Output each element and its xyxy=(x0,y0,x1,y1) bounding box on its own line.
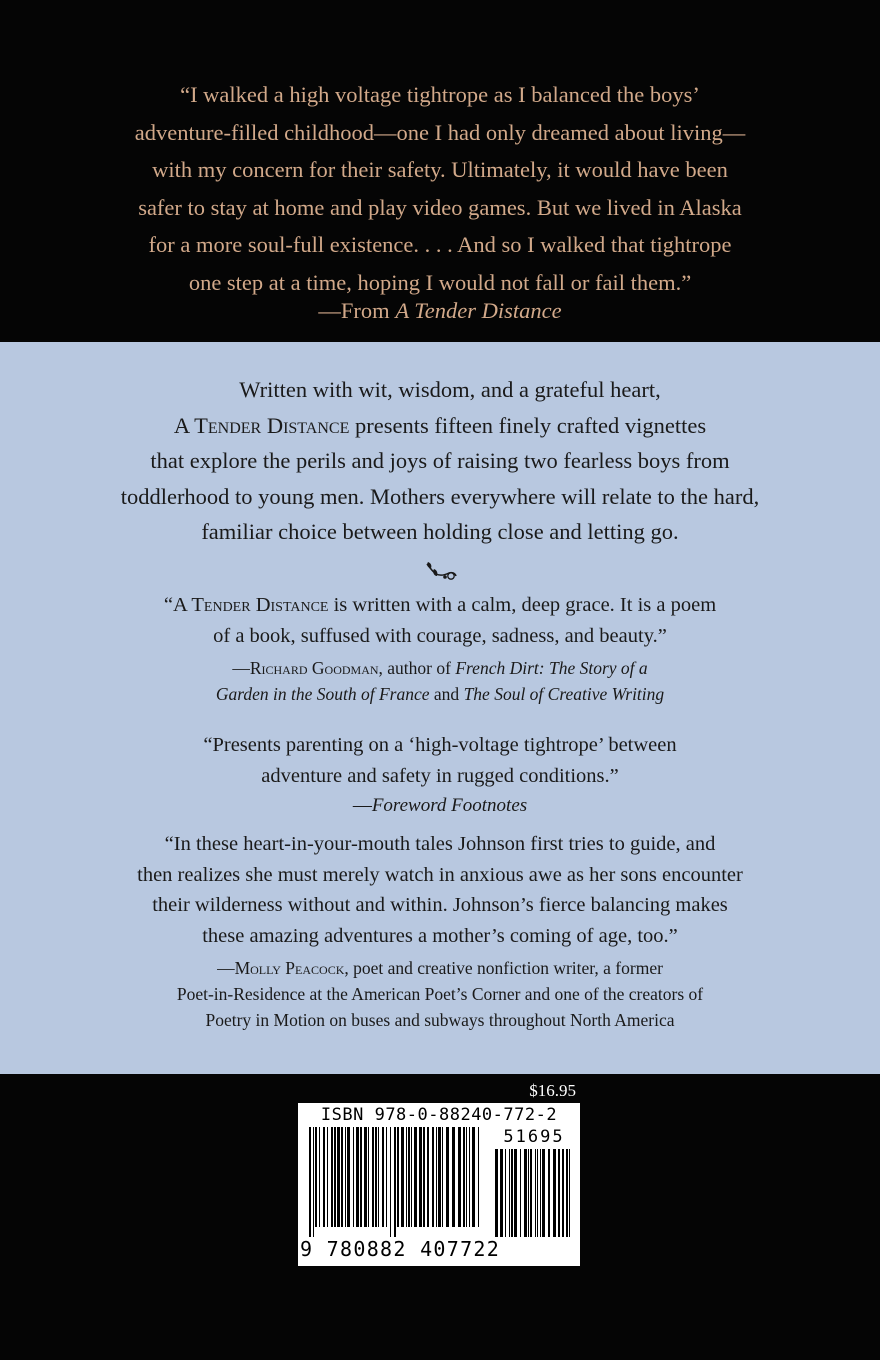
excerpt-line: safer to stay at home and play video games. But we lived in Alaska xyxy=(138,194,742,220)
review-attribution xyxy=(30,793,850,819)
barcode-bar xyxy=(423,1127,425,1227)
barcode-bar xyxy=(319,1127,320,1227)
barcode-bar xyxy=(569,1149,570,1237)
barcode-bar xyxy=(542,1149,545,1237)
attribution-line xyxy=(30,955,850,981)
excerpt-line: “I walked a high voltage tightrope as I balanced the boys’ xyxy=(180,82,700,107)
barcode-bar xyxy=(558,1149,560,1237)
barcode-bar xyxy=(427,1127,429,1227)
barcode-bar xyxy=(327,1127,328,1227)
attribution-line xyxy=(30,681,850,707)
barcode-bar xyxy=(368,1127,369,1227)
review-attribution xyxy=(30,955,850,1033)
barcode-bar xyxy=(341,1127,343,1227)
barcode-bar xyxy=(540,1149,541,1237)
barcode-bar xyxy=(530,1149,532,1237)
excerpt-attribution-title: A Tender Distance xyxy=(395,298,562,323)
barcode-bar xyxy=(364,1127,367,1227)
excerpt-line: one step at a time, hoping I would not fall or fail them.” xyxy=(188,269,692,295)
barcode-bar xyxy=(378,1127,379,1227)
attribution-line xyxy=(30,793,850,819)
excerpt-attribution xyxy=(40,294,840,328)
reviewer-book-title: Garden in the South of France xyxy=(215,684,430,704)
reviewer-name: Molly Peacock xyxy=(234,958,345,978)
barcode-bar xyxy=(345,1127,346,1227)
barcode-bar xyxy=(356,1127,359,1227)
addon-barcode-bars xyxy=(494,1149,574,1247)
attribution-dash: — xyxy=(352,795,372,816)
review-text-rest: is written with a calm, deep grace. It is a poem xyxy=(328,594,717,616)
description-line xyxy=(30,408,850,444)
attribution-line xyxy=(30,655,850,681)
barcode-bar xyxy=(438,1127,441,1227)
barcode-bar xyxy=(509,1149,510,1237)
leaf-vine-ornament-icon xyxy=(424,560,458,582)
barcode-bar xyxy=(500,1149,503,1237)
book-title: A Tender Distance xyxy=(173,412,350,438)
isbn-barcode xyxy=(298,1103,580,1266)
review-line: of a book, suffused with courage, sadness, and beauty.” xyxy=(213,624,667,647)
barcode-bar xyxy=(432,1127,434,1227)
barcode-bar xyxy=(548,1149,550,1237)
attribution-line: Poetry in Motion on buses and subways throughout North America xyxy=(205,1010,675,1030)
blurb-band xyxy=(0,342,880,1074)
barcode-bar xyxy=(446,1127,449,1227)
barcode-bar xyxy=(406,1127,407,1227)
attribution-text: and xyxy=(429,684,464,704)
description-text: presents fifteen finely crafted vignettes xyxy=(349,412,707,438)
barcode-bar xyxy=(436,1127,437,1227)
review-goodman xyxy=(30,590,850,707)
description-line: familiar choice between holding close and letting go. xyxy=(201,519,679,544)
description-line: toddlerhood to young men. Mothers everywhere will relate to the hard, xyxy=(120,483,760,509)
review-line: then realizes she must merely watch in anxious awe as her sons encounter xyxy=(137,863,743,886)
barcode-bar xyxy=(394,1127,396,1237)
review-text xyxy=(30,730,850,791)
excerpt-quote xyxy=(40,76,840,301)
barcode-bar xyxy=(495,1149,498,1237)
review-line xyxy=(30,590,850,621)
barcode-bar xyxy=(401,1127,404,1227)
barcode-bar xyxy=(535,1149,536,1237)
barcode-bar xyxy=(419,1127,422,1227)
barcode-bar xyxy=(337,1127,340,1227)
barcode-bar xyxy=(397,1127,399,1227)
barcode-bar xyxy=(466,1127,467,1227)
reviewer-name: Richard Goodman xyxy=(249,658,379,678)
isbn-label: ISBN 978-0-88240-772-2 xyxy=(320,1105,558,1125)
review-line: adventure and safety in rugged conditions.” xyxy=(261,764,619,787)
barcode-bar xyxy=(353,1127,354,1227)
barcode-bar xyxy=(458,1127,461,1227)
barcode-bar xyxy=(334,1127,336,1227)
barcode-bar xyxy=(514,1149,517,1237)
review-line: “In these heart-in-your-mouth tales Johnson first tries to guide, and xyxy=(164,833,716,855)
barcode-bar xyxy=(469,1127,470,1227)
barcode-bar xyxy=(562,1149,564,1237)
price-addon-digits: 51695 xyxy=(503,1127,565,1147)
attribution-dash: — xyxy=(217,958,235,978)
open-quote: “ xyxy=(163,594,173,616)
attribution-text: , author of xyxy=(378,658,456,678)
review-line: “Presents parenting on a ‘high-voltage tightrope’ between xyxy=(203,734,677,756)
barcode-bar xyxy=(528,1149,529,1237)
barcode-bar xyxy=(347,1127,350,1227)
book-description xyxy=(30,372,850,550)
barcode-bar xyxy=(315,1127,317,1227)
reviewer-book-title: The Soul of Creative Writing xyxy=(463,684,665,704)
barcode-bar xyxy=(331,1127,333,1227)
review-line: their wilderness without and within. Johnson’s fierce balancing makes xyxy=(152,894,728,916)
barcode-bar xyxy=(478,1127,479,1227)
barcode-bar xyxy=(309,1127,311,1237)
barcode-bar xyxy=(313,1127,314,1237)
barcode-bar xyxy=(537,1149,538,1237)
review-text xyxy=(30,590,850,651)
barcode-bar xyxy=(414,1127,417,1227)
barcode-bar xyxy=(452,1127,455,1227)
ean-barcode-bars xyxy=(308,1127,484,1237)
barcode-bar xyxy=(505,1149,506,1237)
review-source: Foreword Footnotes xyxy=(371,795,528,816)
barcode-bar xyxy=(566,1149,568,1237)
price-label: $16.95 xyxy=(529,1081,576,1100)
barcode-bar xyxy=(463,1127,465,1227)
excerpt-line: for a more soul-full existence. . . . And so I walked that tightrope xyxy=(148,232,732,257)
review-text xyxy=(30,829,850,951)
barcode-bar xyxy=(511,1149,513,1237)
description-line: Written with wit, wisdom, and a grateful heart, xyxy=(239,377,661,402)
barcode-bar xyxy=(390,1127,391,1237)
description-line: that explore the perils and joys of raising two fearless boys from xyxy=(150,448,730,473)
barcode-bar xyxy=(360,1127,362,1227)
barcode-bar xyxy=(472,1127,475,1227)
barcode-bar xyxy=(520,1149,521,1237)
barcode-bar xyxy=(386,1127,387,1227)
barcode-bar xyxy=(553,1149,556,1237)
barcode-bar xyxy=(375,1127,377,1227)
barcode-bar xyxy=(372,1127,374,1227)
barcode-bar xyxy=(442,1127,443,1227)
review-foreword xyxy=(30,730,850,819)
barcode-bar xyxy=(408,1127,410,1227)
excerpt-line: with my concern for their safety. Ultimately, it would have been xyxy=(152,157,728,182)
review-peacock xyxy=(30,829,850,1033)
book-title: A Tender Distance xyxy=(172,594,329,616)
reviewer-book-title: French Dirt: The Story of a xyxy=(455,658,648,678)
attribution-dash: — xyxy=(232,658,250,678)
attribution-text: , poet and creative nonfiction writer, a former xyxy=(344,958,663,978)
barcode-bar xyxy=(524,1149,527,1237)
attribution-line: Poet-in-Residence at the American Poet’s Corner and one of the creators of xyxy=(176,984,704,1004)
barcode-bar xyxy=(382,1127,384,1227)
excerpt-line: adventure-filled childhood—one I had only dreamed about living— xyxy=(134,119,746,145)
excerpt-attribution-prefix: —From xyxy=(318,298,396,323)
barcode-bar xyxy=(323,1127,325,1227)
ean-digits: 9 780882 407722 xyxy=(300,1237,501,1261)
review-attribution xyxy=(30,655,850,707)
barcode-bar xyxy=(411,1127,412,1227)
review-line: these amazing adventures a mother’s coming of age, too.” xyxy=(202,924,678,947)
